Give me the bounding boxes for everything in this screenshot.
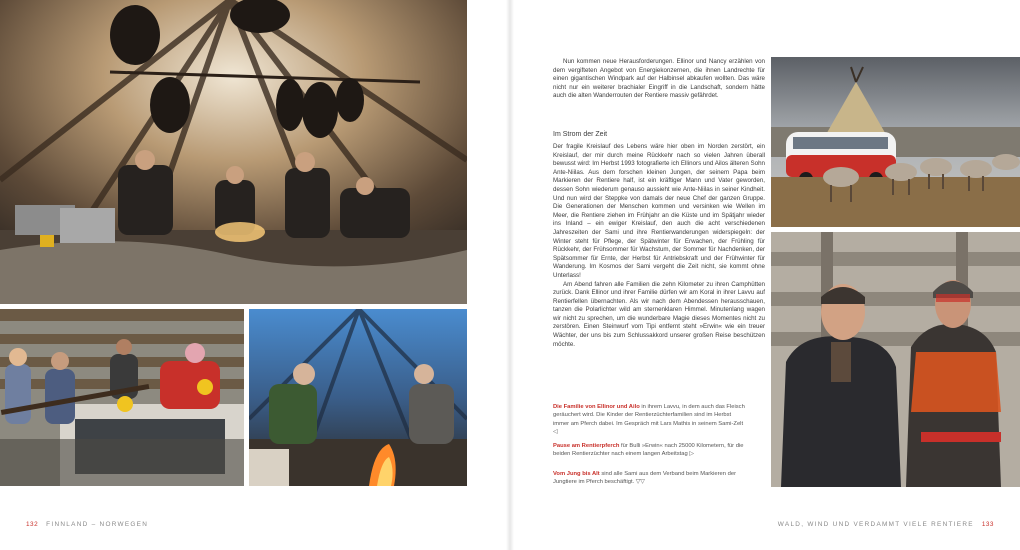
- right-folio: [778, 521, 994, 528]
- caption-family-lead: Die Familie von Ellinor und Ailo: [553, 404, 640, 410]
- caption-young-old-text: sind alle Sami aus dem Verband beim Markieren der Jungtiere im Pferch beschäftigt. ▽▽: [553, 471, 736, 486]
- caption-pause-lead: Pause am Rentierpferch: [553, 443, 620, 449]
- left-running-head: FINNLAND – NORWEGEN: [46, 521, 149, 528]
- intro-paragraph-text: Nun kommen neue Herausforderungen. Ellinor und Nancy erzählen von dem vergifteten Angebot von Energiekonzernen, die ihnen Landrechte für einen gigantischen Windpark auf der Halbinsel abkaufen wollten. Das wäre nicht nur ein weiterer brachialer Eingriff in die Landschaft, sondern hätte auch die alten Wanderrouten der Rentiere massiv gefährdet.: [553, 58, 765, 100]
- right-running-head: WALD, WIND UND VERDAMMT VIELE RENTIERE: [777, 521, 974, 528]
- caption-pause: [553, 442, 748, 459]
- left-page-number: 132: [26, 521, 39, 528]
- caption-family-text: in ihrem Lavvu, in dem auch das Fleisch geräuchert wird. Die Kinder der Rentierzüchterfamilien sind im Herbst immer am Pferch dabei. Im Gespräch mit Lars Mathis in seinem Sami-Zelt ◁: [553, 404, 745, 436]
- caption-young-old: [553, 470, 748, 487]
- lavvu-interior-photo: [0, 0, 467, 304]
- right-page-number: 133: [981, 521, 994, 528]
- two-herders-photo: [771, 232, 1020, 487]
- main-text: [553, 143, 765, 349]
- children-corral-photo: [0, 309, 244, 486]
- paragraph-2: Der fragile Kreislauf des Lebens wäre hier oben im Norden zerstört, ein Kreislauf, der mir durch meine Rückkehr nach so vielen Jahren überall bewusst wird: Im Herbst 1993 fotografierte ich Ellinors und Ailos älteren Sohn Ante-Niilas. Aus dem forschen kleinen Jungen, der seinem Papa beim Markieren der Rentiere half, ist ein kräftiger Mann und Vater geworden, dessen Sohn wiederum genauso aussieht wie Ante-Niilas in seiner Kindheit. Und nun wird der Steppke von damals der neue Chef der ganzen Gruppe. Die Generationen der Menschen kommen und versinken wie Wellen im Meer, die Rentiere ziehen im Frühjahr an die Küste und im Spätjahr wieder ins Inland – ein ewiger Kreislauf, den auch die acht verschiedenen Jahreszeiten der Sami und ihre Rentierwanderungen widerspiegeln: der Winter steht für Pflege, der Spätwinter für Erwachen, der Frühling für Rückkehr, der Frühsommer für Wachstum, der Sommer für Nachdenken, der Spätsommer für Ernte, der Herbst für Antriebskraft und der Frühwinter für Wanderung. Im Kosmos der Sami vergeht die Zeit nicht, sie kommt ohne Unterlass!: [553, 143, 765, 279]
- subheading: Im Strom der Zeit: [553, 131, 608, 138]
- caption-pause-text: für Bulli »Erwin« nach 25000 Kilometern, für die beiden Rentierzüchter nach einem langen Arbeitstag ▷: [553, 443, 744, 458]
- intro-paragraph: [553, 58, 765, 101]
- left-folio: [26, 521, 148, 528]
- caption-family: [553, 403, 748, 437]
- man-in-tent-photo: [249, 309, 467, 486]
- caption-young-old-lead: Vom Jung bis Alt: [553, 471, 600, 477]
- bus-reindeer-photo: [771, 57, 1020, 227]
- book-gutter: [506, 0, 514, 550]
- paragraph-3: Am Abend fahren alle Familien die zehn Kilometer zu ihren Camphütten zurück. Dank Ellinor und ihrer Familie dürfen wir am Koral in ihrer Lavvu auf Rentierfellen übernachten. Als wir nach dem Abendessen herausschauen, tanzen die Polarlichter wild am sternenklaren Himmel. Minutenlang wagen wir nicht zu sprechen, um die wunderbare Magie dieses Momentes nicht zu zerstören. Einen Steinwurf vom Tipi entfernt steht »Erwin« wie ein treuer Wächter, der uns bis zum Schlussakkord unserer großen Reise beschützen möchte.: [553, 280, 765, 348]
